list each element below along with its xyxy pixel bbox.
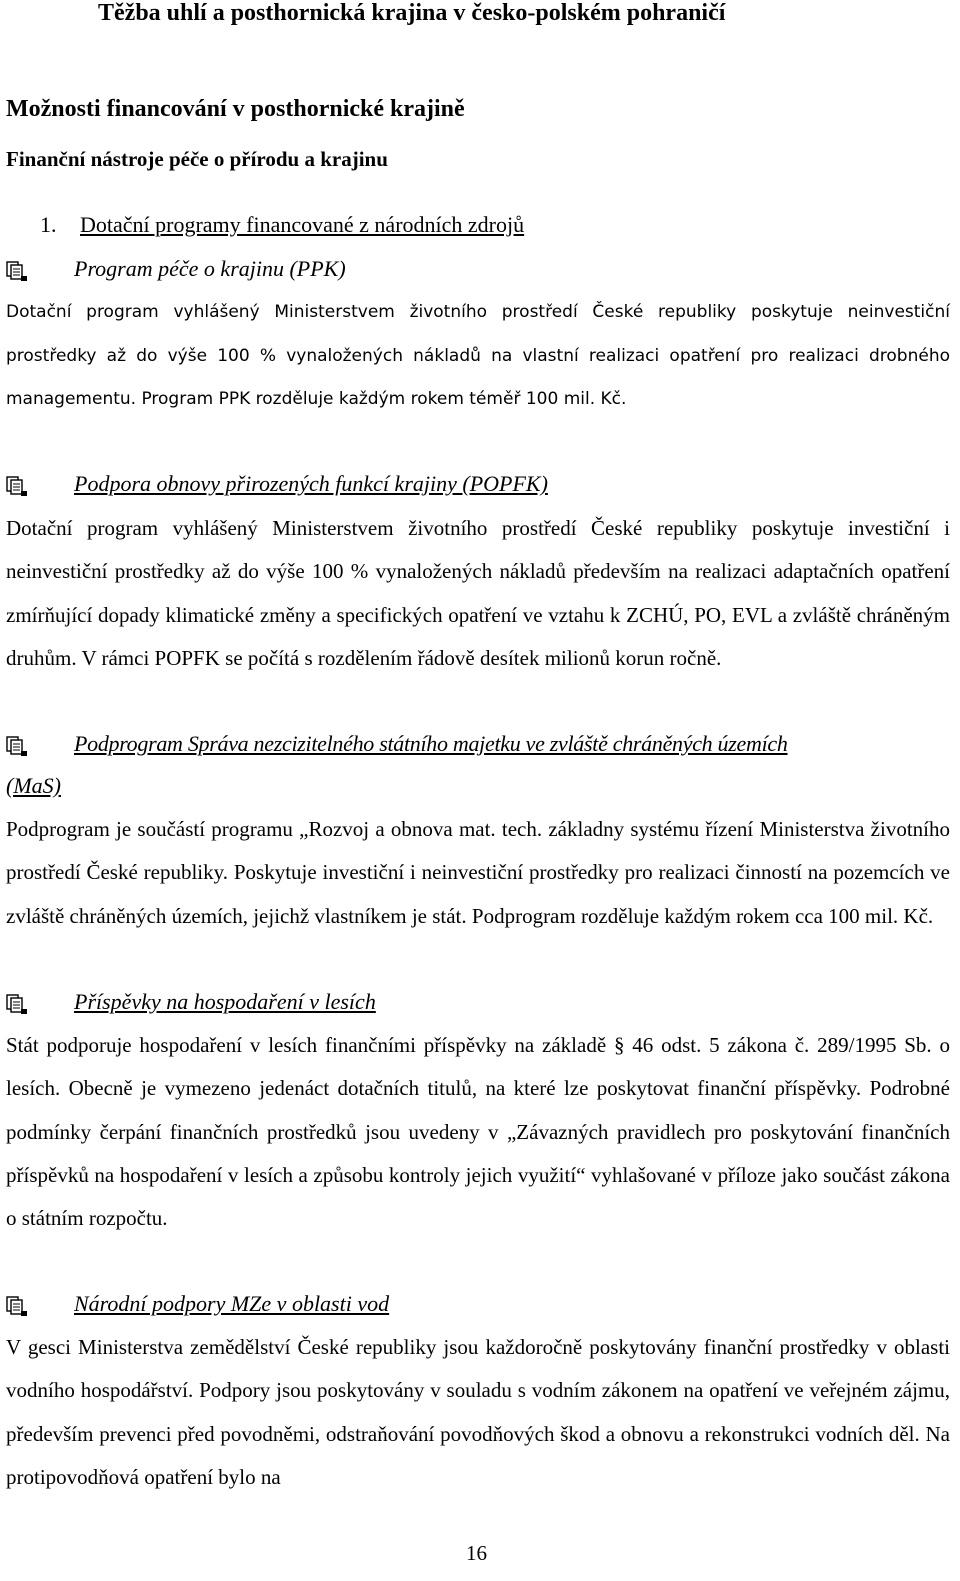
page-number: 16 [466,1541,487,1565]
document-stack-icon [6,260,28,282]
program-name: Program péče o krajinu (PPK) [74,256,346,281]
program-description-forest: Stát podporuje hospodaření v lesích finančními příspěvky na základě § 46 odst. 5 zákona č. 289/1995 Sb. o lesích. Obecně je vymezeno jedenáct dotačních titulů, na které lze poskytovat finanční příspěvky. Podrobné podmínky čerpání finančních prostředků jsou uvedeny v „Závazných pravidlech pro poskytování finančních příspěvků na hospodaření v lesích a způsobu kontroly jejich využití“ vyhlašované v příloze jako součást zákona o státním rozpočtu. [6,1033,950,1231]
program-name: Příspěvky na hospodaření v lesích [74,989,376,1014]
program-title-ppk [6,256,346,282]
page-title: Těžba uhlí a posthornická krajina v česko-polském pohraničí [98,0,726,26]
program-title-water [6,1291,389,1317]
program-name-continued: (MaS) [6,773,61,798]
program-name: Národní podpory MZe v oblasti vod [74,1291,390,1316]
program-title-forest [6,989,376,1015]
document-stack-icon [6,735,28,757]
list-heading [40,212,524,238]
program-description-ppk: Dotační program vyhlášený Ministerstvem životního prostředí České republiky poskytuje neinvestiční prostředky až do výše 100 % vynaložených nákladů na vlastní realizaci opatření pro realizaci drobného managementu. Program PPK rozděluje každým rokem téměř 100 mil. Kč. [6,302,950,409]
program-description-mas: Podprogram je součástí programu „Rozvoj a obnova mat. tech. základny systému řízení Ministerstva životního prostředí České republiky. Poskytuje investiční i neinvestiční prostředky pro realizaci činností na pozemcích ve zvláště chráněných územích, jejichž vlastníkem je stát. Podprogram rozděluje každým rokem cca 100 mil. Kč. [6,817,950,928]
document-stack-icon [6,1295,28,1317]
program-name: Podpora obnovy přirozených funkcí krajiny (POPFK) [74,471,548,496]
section-heading: Možnosti financování v posthornické krajině [6,96,465,122]
list-number: 1. [40,212,57,237]
list-heading-text: Dotační programy financované z národních zdrojů [80,212,525,237]
document-stack-icon [6,475,28,497]
program-description-water: V gesci Ministerstva zemědělství České republiky jsou každoročně poskytovány finanční prostředky v oblasti vodního hospodářství. Podpory jsou poskytovány v souladu s vodním zákonem na opatření ve veřejném zájmu, především prevenci před povodněmi, odstraňování povodňových škod a obnovu a rekonstrukci vodních děl. Na protipovodňová opatření bylo na [6,1335,950,1489]
program-name: Podprogram Správa nezcizitelného státního majetku ve zvláště chráněných územích [74,731,788,756]
document-stack-icon [6,993,28,1015]
subsection-heading: Finanční nástroje péče o přírodu a krajinu [6,147,388,171]
program-title-mas [6,731,788,757]
program-title-popfk [6,471,548,497]
program-description-popfk: Dotační program vyhlášený Ministerstvem životního prostředí České republiky poskytuje investiční i neinvestiční prostředky až do výše 100 % vynaložených nákladů především na realizaci adaptačních opatření zmírňující dopady klimatické změny a specifických opatření ve vztahu k ZCHÚ, PO, EVL a zvláště chráněným druhům. V rámci POPFK se počítá s rozdělením řádově desítek milionů korun ročně. [6,516,950,670]
